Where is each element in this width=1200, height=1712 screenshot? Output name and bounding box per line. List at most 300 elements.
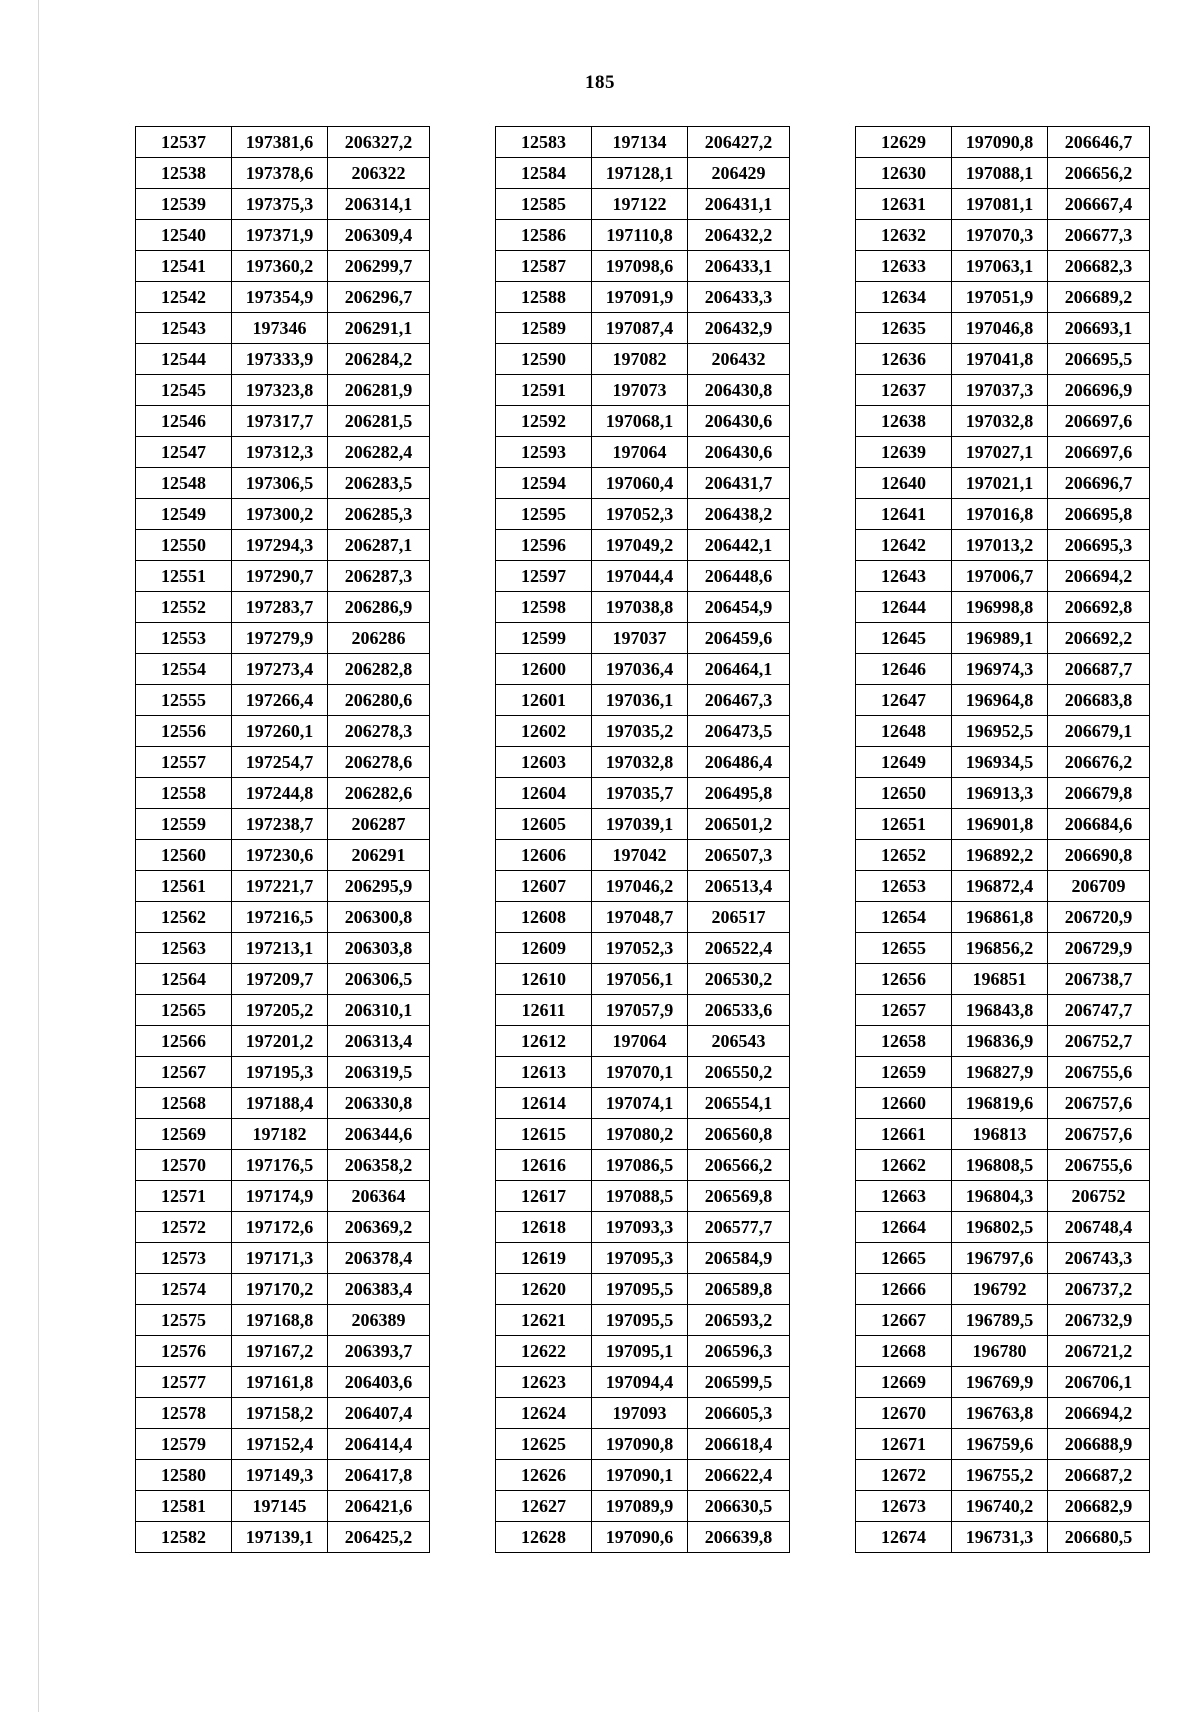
- table-row: [856, 437, 1150, 468]
- y-coordinate-cell: 206630,5: [688, 1491, 790, 1522]
- x-coordinate-cell: 197035,7: [592, 778, 688, 809]
- y-coordinate-cell: 206486,4: [688, 747, 790, 778]
- x-coordinate-cell: 196843,8: [952, 995, 1048, 1026]
- x-coordinate-cell: 197057,9: [592, 995, 688, 1026]
- point-number-cell: 12544: [136, 344, 232, 375]
- x-coordinate-cell: 196740,2: [952, 1491, 1048, 1522]
- x-coordinate-cell: 197049,2: [592, 530, 688, 561]
- point-number-cell: 12545: [136, 375, 232, 406]
- x-coordinate-cell: 197333,9: [232, 344, 328, 375]
- x-coordinate-cell: 197038,8: [592, 592, 688, 623]
- y-coordinate-cell: 206314,1: [328, 189, 430, 220]
- y-coordinate-cell: 206695,8: [1048, 499, 1150, 530]
- table-row: [136, 1057, 430, 1088]
- point-number-cell: 12574: [136, 1274, 232, 1305]
- y-coordinate-cell: 206738,7: [1048, 964, 1150, 995]
- point-number-cell: 12671: [856, 1429, 952, 1460]
- table-row: [136, 1429, 430, 1460]
- x-coordinate-cell: 197171,3: [232, 1243, 328, 1274]
- point-number-cell: 12652: [856, 840, 952, 871]
- y-coordinate-cell: 206646,7: [1048, 127, 1150, 158]
- point-number-cell: 12646: [856, 654, 952, 685]
- y-coordinate-cell: 206697,6: [1048, 406, 1150, 437]
- x-coordinate-cell: 197230,6: [232, 840, 328, 871]
- x-coordinate-cell: 197048,7: [592, 902, 688, 933]
- x-coordinate-cell: 196934,5: [952, 747, 1048, 778]
- y-coordinate-cell: 206697,6: [1048, 437, 1150, 468]
- point-number-cell: 12607: [496, 871, 592, 902]
- y-coordinate-cell: 206709: [1048, 871, 1150, 902]
- x-coordinate-cell: 197036,1: [592, 685, 688, 716]
- x-coordinate-cell: 197312,3: [232, 437, 328, 468]
- x-coordinate-cell: 197201,2: [232, 1026, 328, 1057]
- y-coordinate-cell: 206577,7: [688, 1212, 790, 1243]
- table-row: [496, 1026, 790, 1057]
- table-row: [136, 871, 430, 902]
- table-row: [496, 809, 790, 840]
- table-row: [136, 592, 430, 623]
- x-coordinate-cell: 197371,9: [232, 220, 328, 251]
- point-number-cell: 12562: [136, 902, 232, 933]
- point-number-cell: 12578: [136, 1398, 232, 1429]
- table-row: [136, 933, 430, 964]
- point-number-cell: 12538: [136, 158, 232, 189]
- point-number-cell: 12615: [496, 1119, 592, 1150]
- y-coordinate-cell: 206757,6: [1048, 1088, 1150, 1119]
- table-row: [496, 840, 790, 871]
- y-coordinate-cell: 206589,8: [688, 1274, 790, 1305]
- table-row: [856, 189, 1150, 220]
- x-coordinate-cell: 197081,1: [952, 189, 1048, 220]
- x-coordinate-cell: 197213,1: [232, 933, 328, 964]
- y-coordinate-cell: 206584,9: [688, 1243, 790, 1274]
- x-coordinate-cell: 197032,8: [592, 747, 688, 778]
- x-coordinate-cell: 197094,4: [592, 1367, 688, 1398]
- point-number-cell: 12623: [496, 1367, 592, 1398]
- x-coordinate-cell: 197161,8: [232, 1367, 328, 1398]
- x-coordinate-cell: 196989,1: [952, 623, 1048, 654]
- table-row: [136, 716, 430, 747]
- table-row: [136, 158, 430, 189]
- y-coordinate-cell: 206283,5: [328, 468, 430, 499]
- table-row: [496, 1367, 790, 1398]
- x-coordinate-cell: 196998,8: [952, 592, 1048, 623]
- x-coordinate-cell: 197300,2: [232, 499, 328, 530]
- point-number-cell: 12665: [856, 1243, 952, 1274]
- point-number-cell: 12560: [136, 840, 232, 871]
- x-coordinate-cell: 197354,9: [232, 282, 328, 313]
- point-number-cell: 12571: [136, 1181, 232, 1212]
- table-row: [136, 530, 430, 561]
- x-coordinate-cell: 197042: [592, 840, 688, 871]
- point-number-cell: 12600: [496, 654, 592, 685]
- table-row: [136, 561, 430, 592]
- table-row: [496, 1181, 790, 1212]
- x-coordinate-cell: 197209,7: [232, 964, 328, 995]
- point-number-cell: 12555: [136, 685, 232, 716]
- y-coordinate-cell: 206309,4: [328, 220, 430, 251]
- point-number-cell: 12641: [856, 499, 952, 530]
- table-row: [496, 1491, 790, 1522]
- y-coordinate-cell: 206291: [328, 840, 430, 871]
- table-row: [856, 809, 1150, 840]
- table-row: [856, 499, 1150, 530]
- point-number-cell: 12657: [856, 995, 952, 1026]
- table-row: [856, 561, 1150, 592]
- point-number-cell: 12591: [496, 375, 592, 406]
- point-number-cell: 12669: [856, 1367, 952, 1398]
- table-row: [136, 964, 430, 995]
- y-coordinate-cell: 206569,8: [688, 1181, 790, 1212]
- point-number-cell: 12577: [136, 1367, 232, 1398]
- x-coordinate-cell: 197037: [592, 623, 688, 654]
- point-number-cell: 12557: [136, 747, 232, 778]
- x-coordinate-cell: 196813: [952, 1119, 1048, 1150]
- y-coordinate-cell: 206280,6: [328, 685, 430, 716]
- scan-margin-line: [38, 0, 39, 1712]
- table-row: [856, 1212, 1150, 1243]
- y-coordinate-cell: 206281,5: [328, 406, 430, 437]
- table-row: [496, 685, 790, 716]
- x-coordinate-cell: 197089,9: [592, 1491, 688, 1522]
- point-number-cell: 12612: [496, 1026, 592, 1057]
- point-number-cell: 12581: [136, 1491, 232, 1522]
- table-row: [856, 344, 1150, 375]
- y-coordinate-cell: 206438,2: [688, 499, 790, 530]
- x-coordinate-cell: 197172,6: [232, 1212, 328, 1243]
- table-row: [136, 1026, 430, 1057]
- point-number-cell: 12613: [496, 1057, 592, 1088]
- y-coordinate-cell: 206680,5: [1048, 1522, 1150, 1553]
- point-number-cell: 12617: [496, 1181, 592, 1212]
- x-coordinate-cell: 197090,8: [952, 127, 1048, 158]
- table-row: [136, 344, 430, 375]
- y-coordinate-cell: 206550,2: [688, 1057, 790, 1088]
- table-row: [856, 158, 1150, 189]
- point-number-cell: 12589: [496, 313, 592, 344]
- x-coordinate-cell: 197273,4: [232, 654, 328, 685]
- table-row: [496, 1088, 790, 1119]
- x-coordinate-cell: 197128,1: [592, 158, 688, 189]
- table-row: [136, 437, 430, 468]
- y-coordinate-cell: 206706,1: [1048, 1367, 1150, 1398]
- table-row: [496, 1274, 790, 1305]
- point-number-cell: 12628: [496, 1522, 592, 1553]
- point-number-cell: 12622: [496, 1336, 592, 1367]
- coordinate-table-3: [855, 126, 1150, 1553]
- x-coordinate-cell: 197323,8: [232, 375, 328, 406]
- point-number-cell: 12620: [496, 1274, 592, 1305]
- point-number-cell: 12631: [856, 189, 952, 220]
- point-number-cell: 12547: [136, 437, 232, 468]
- y-coordinate-cell: 206319,5: [328, 1057, 430, 1088]
- x-coordinate-cell: 196827,9: [952, 1057, 1048, 1088]
- y-coordinate-cell: 206743,3: [1048, 1243, 1150, 1274]
- x-coordinate-cell: 197306,5: [232, 468, 328, 499]
- y-coordinate-cell: 206696,9: [1048, 375, 1150, 406]
- y-coordinate-cell: 206344,6: [328, 1119, 430, 1150]
- y-coordinate-cell: 206692,2: [1048, 623, 1150, 654]
- point-number-cell: 12635: [856, 313, 952, 344]
- y-coordinate-cell: 206473,5: [688, 716, 790, 747]
- point-number-cell: 12644: [856, 592, 952, 623]
- y-coordinate-cell: 206407,4: [328, 1398, 430, 1429]
- table-row: [856, 313, 1150, 344]
- x-coordinate-cell: 197046,8: [952, 313, 1048, 344]
- y-coordinate-cell: 206433,1: [688, 251, 790, 282]
- y-coordinate-cell: 206684,6: [1048, 809, 1150, 840]
- table-row: [136, 220, 430, 251]
- y-coordinate-cell: 206687,7: [1048, 654, 1150, 685]
- point-number-cell: 12643: [856, 561, 952, 592]
- table-row: [856, 1398, 1150, 1429]
- point-number-cell: 12629: [856, 127, 952, 158]
- x-coordinate-cell: 197044,4: [592, 561, 688, 592]
- y-coordinate-cell: 206593,2: [688, 1305, 790, 1336]
- point-number-cell: 12627: [496, 1491, 592, 1522]
- table-row: [496, 375, 790, 406]
- x-coordinate-cell: 196964,8: [952, 685, 1048, 716]
- table-row: [496, 1057, 790, 1088]
- y-coordinate-cell: 206695,5: [1048, 344, 1150, 375]
- table-row: [496, 561, 790, 592]
- x-coordinate-cell: 197073: [592, 375, 688, 406]
- x-coordinate-cell: 197244,8: [232, 778, 328, 809]
- table-row: [136, 499, 430, 530]
- x-coordinate-cell: 197182: [232, 1119, 328, 1150]
- table-row: [136, 1460, 430, 1491]
- point-number-cell: 12587: [496, 251, 592, 282]
- x-coordinate-cell: 197080,2: [592, 1119, 688, 1150]
- y-coordinate-cell: 206431,7: [688, 468, 790, 499]
- point-number-cell: 12597: [496, 561, 592, 592]
- point-number-cell: 12651: [856, 809, 952, 840]
- y-coordinate-cell: 206755,6: [1048, 1150, 1150, 1181]
- point-number-cell: 12542: [136, 282, 232, 313]
- point-number-cell: 12638: [856, 406, 952, 437]
- y-coordinate-cell: 206530,2: [688, 964, 790, 995]
- y-coordinate-cell: 206389: [328, 1305, 430, 1336]
- x-coordinate-cell: 197205,2: [232, 995, 328, 1026]
- x-coordinate-cell: 197095,5: [592, 1305, 688, 1336]
- x-coordinate-cell: 196913,3: [952, 778, 1048, 809]
- table-row: [136, 1212, 430, 1243]
- table-row: [136, 747, 430, 778]
- y-coordinate-cell: 206330,8: [328, 1088, 430, 1119]
- table-row: [856, 1460, 1150, 1491]
- point-number-cell: 12603: [496, 747, 592, 778]
- table-row: [496, 1212, 790, 1243]
- y-coordinate-cell: 206291,1: [328, 313, 430, 344]
- table-row: [496, 530, 790, 561]
- table-row: [856, 902, 1150, 933]
- x-coordinate-cell: 197070,1: [592, 1057, 688, 1088]
- point-number-cell: 12672: [856, 1460, 952, 1491]
- x-coordinate-cell: 197021,1: [952, 468, 1048, 499]
- y-coordinate-cell: 206656,2: [1048, 158, 1150, 189]
- x-coordinate-cell: 197074,1: [592, 1088, 688, 1119]
- table-row: [496, 1305, 790, 1336]
- point-number-cell: 12539: [136, 189, 232, 220]
- y-coordinate-cell: 206287: [328, 809, 430, 840]
- y-coordinate-cell: 206688,9: [1048, 1429, 1150, 1460]
- table-row: [496, 1243, 790, 1274]
- table-row: [496, 251, 790, 282]
- table-row: [856, 406, 1150, 437]
- point-number-cell: 12573: [136, 1243, 232, 1274]
- point-number-cell: 12619: [496, 1243, 592, 1274]
- point-number-cell: 12592: [496, 406, 592, 437]
- y-coordinate-cell: 206442,1: [688, 530, 790, 561]
- y-coordinate-cell: 206748,4: [1048, 1212, 1150, 1243]
- x-coordinate-cell: 197035,2: [592, 716, 688, 747]
- point-number-cell: 12585: [496, 189, 592, 220]
- x-coordinate-cell: 197051,9: [952, 282, 1048, 313]
- x-coordinate-cell: 197283,7: [232, 592, 328, 623]
- y-coordinate-cell: 206729,9: [1048, 933, 1150, 964]
- point-number-cell: 12648: [856, 716, 952, 747]
- y-coordinate-cell: 206282,4: [328, 437, 430, 468]
- y-coordinate-cell: 206464,1: [688, 654, 790, 685]
- y-coordinate-cell: 206431,1: [688, 189, 790, 220]
- table-row: [136, 1305, 430, 1336]
- table-row: [856, 964, 1150, 995]
- x-coordinate-cell: 197260,1: [232, 716, 328, 747]
- y-coordinate-cell: 206720,9: [1048, 902, 1150, 933]
- table-row: [496, 220, 790, 251]
- y-coordinate-cell: 206284,2: [328, 344, 430, 375]
- point-number-cell: 12658: [856, 1026, 952, 1057]
- point-number-cell: 12625: [496, 1429, 592, 1460]
- table-row: [496, 995, 790, 1026]
- table-row: [856, 1274, 1150, 1305]
- point-number-cell: 12636: [856, 344, 952, 375]
- y-coordinate-cell: 206543: [688, 1026, 790, 1057]
- table-row: [496, 592, 790, 623]
- x-coordinate-cell: 197317,7: [232, 406, 328, 437]
- x-coordinate-cell: 197016,8: [952, 499, 1048, 530]
- table-row: [136, 809, 430, 840]
- x-coordinate-cell: 197290,7: [232, 561, 328, 592]
- table-row: [496, 654, 790, 685]
- point-number-cell: 12546: [136, 406, 232, 437]
- point-number-cell: 12637: [856, 375, 952, 406]
- y-coordinate-cell: 206687,2: [1048, 1460, 1150, 1491]
- x-coordinate-cell: 196780: [952, 1336, 1048, 1367]
- x-coordinate-cell: 196731,3: [952, 1522, 1048, 1553]
- y-coordinate-cell: 206417,8: [328, 1460, 430, 1491]
- y-coordinate-cell: 206689,2: [1048, 282, 1150, 313]
- table-row: [496, 623, 790, 654]
- x-coordinate-cell: 197167,2: [232, 1336, 328, 1367]
- point-number-cell: 12662: [856, 1150, 952, 1181]
- table-row: [856, 1026, 1150, 1057]
- point-number-cell: 12604: [496, 778, 592, 809]
- table-row: [136, 995, 430, 1026]
- y-coordinate-cell: 206432,9: [688, 313, 790, 344]
- y-coordinate-cell: 206432: [688, 344, 790, 375]
- y-coordinate-cell: 206599,5: [688, 1367, 790, 1398]
- table-row: [856, 592, 1150, 623]
- table-row: [856, 933, 1150, 964]
- y-coordinate-cell: 206721,2: [1048, 1336, 1150, 1367]
- table-row: [856, 654, 1150, 685]
- y-coordinate-cell: 206299,7: [328, 251, 430, 282]
- y-coordinate-cell: 206679,8: [1048, 778, 1150, 809]
- y-coordinate-cell: 206313,4: [328, 1026, 430, 1057]
- x-coordinate-cell: 196759,6: [952, 1429, 1048, 1460]
- point-number-cell: 12653: [856, 871, 952, 902]
- y-coordinate-cell: 206414,4: [328, 1429, 430, 1460]
- x-coordinate-cell: 197013,2: [952, 530, 1048, 561]
- x-coordinate-cell: 196901,8: [952, 809, 1048, 840]
- point-number-cell: 12642: [856, 530, 952, 561]
- x-coordinate-cell: 197139,1: [232, 1522, 328, 1553]
- table-row: [856, 1243, 1150, 1274]
- point-number-cell: 12540: [136, 220, 232, 251]
- point-number-cell: 12673: [856, 1491, 952, 1522]
- point-number-cell: 12576: [136, 1336, 232, 1367]
- y-coordinate-cell: 206285,3: [328, 499, 430, 530]
- x-coordinate-cell: 196802,5: [952, 1212, 1048, 1243]
- x-coordinate-cell: 197110,8: [592, 220, 688, 251]
- x-coordinate-cell: 196763,8: [952, 1398, 1048, 1429]
- point-number-cell: 12632: [856, 220, 952, 251]
- x-coordinate-cell: 197158,2: [232, 1398, 328, 1429]
- y-coordinate-cell: 206467,3: [688, 685, 790, 716]
- point-number-cell: 12614: [496, 1088, 592, 1119]
- point-number-cell: 12654: [856, 902, 952, 933]
- x-coordinate-cell: 197039,1: [592, 809, 688, 840]
- y-coordinate-cell: 206358,2: [328, 1150, 430, 1181]
- point-number-cell: 12639: [856, 437, 952, 468]
- point-number-cell: 12667: [856, 1305, 952, 1336]
- point-number-cell: 12647: [856, 685, 952, 716]
- x-coordinate-cell: 197174,9: [232, 1181, 328, 1212]
- point-number-cell: 12561: [136, 871, 232, 902]
- y-coordinate-cell: 206693,1: [1048, 313, 1150, 344]
- point-number-cell: 12583: [496, 127, 592, 158]
- x-coordinate-cell: 197221,7: [232, 871, 328, 902]
- x-coordinate-cell: 197266,4: [232, 685, 328, 716]
- point-number-cell: 12602: [496, 716, 592, 747]
- y-coordinate-cell: 206430,6: [688, 437, 790, 468]
- table-row: [136, 189, 430, 220]
- table-row: [496, 1460, 790, 1491]
- x-coordinate-cell: 197093: [592, 1398, 688, 1429]
- y-coordinate-cell: 206618,4: [688, 1429, 790, 1460]
- x-coordinate-cell: 197360,2: [232, 251, 328, 282]
- point-number-cell: 12559: [136, 809, 232, 840]
- point-number-cell: 12656: [856, 964, 952, 995]
- x-coordinate-cell: 197041,8: [952, 344, 1048, 375]
- table-row: [856, 623, 1150, 654]
- x-coordinate-cell: 197216,5: [232, 902, 328, 933]
- x-coordinate-cell: 197095,1: [592, 1336, 688, 1367]
- point-number-cell: 12609: [496, 933, 592, 964]
- y-coordinate-cell: 206454,9: [688, 592, 790, 623]
- x-coordinate-cell: 197086,5: [592, 1150, 688, 1181]
- table-row: [136, 778, 430, 809]
- table-row: [856, 778, 1150, 809]
- table-row: [136, 1119, 430, 1150]
- y-coordinate-cell: 206694,2: [1048, 561, 1150, 592]
- x-coordinate-cell: 197098,6: [592, 251, 688, 282]
- x-coordinate-cell: 197006,7: [952, 561, 1048, 592]
- x-coordinate-cell: 197064: [592, 1026, 688, 1057]
- point-number-cell: 12630: [856, 158, 952, 189]
- y-coordinate-cell: 206695,3: [1048, 530, 1150, 561]
